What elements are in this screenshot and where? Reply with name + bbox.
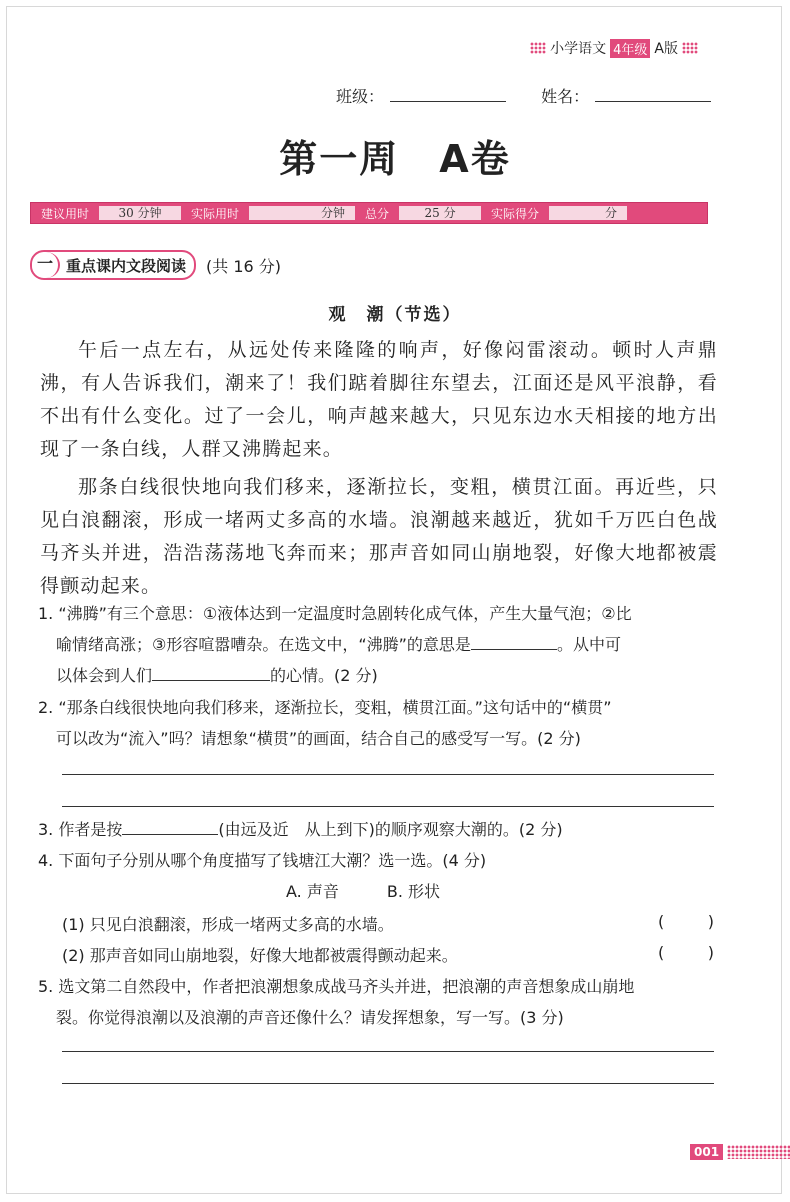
- question-2: [38, 692, 728, 754]
- q5-answer-line[interactable]: [62, 1051, 714, 1052]
- actual-score-field[interactable]: [549, 206, 627, 220]
- q5-line1: 5. 选文第二自然段中，作者把浪潮想象成战马齐头并进，把浪潮的声音想象成山崩地: [38, 977, 635, 996]
- dots-decoration-icon: [682, 42, 698, 54]
- section-box: [30, 250, 196, 280]
- section-score: (共 16 分): [206, 256, 282, 276]
- section-name: 重点课内文段阅读: [66, 256, 187, 275]
- class-field[interactable]: [390, 87, 506, 102]
- actual-time-field[interactable]: [249, 206, 355, 220]
- q4-answer-paren[interactable]: ( ): [658, 943, 714, 962]
- q1-line3: [38, 660, 728, 691]
- q2-answer-line[interactable]: [62, 774, 714, 775]
- total-score-label: 总分: [365, 206, 390, 221]
- q1-line2-end: 。从中可: [556, 635, 621, 654]
- name-field[interactable]: [595, 87, 711, 102]
- q1-line2-text: 喻情绪高涨；③形容喧嚣嘈杂。在选文中，“沸腾”的意思是: [56, 635, 471, 654]
- q4-item-text: (1) 只见白浪翻滚，形成一堵两丈多高的水墙。: [62, 915, 394, 934]
- q4-item-text: (2) 那声音如同山崩地裂，好像大地都被震得颤动起来。: [62, 946, 458, 965]
- passage-paragraph: 午后一点左右，从远处传来隆隆的响声，好像闷雷滚动。顿时人声鼎沸，有人告诉我们，潮来了！我们踮着脚往东望去，江面还是风平浪静，看不出有什么变化。过了一会儿，响声越来越大，只见东边水天相接的地方出现了一条白线，人群又沸腾起来。: [40, 339, 718, 460]
- q4-answer-paren[interactable]: ( ): [658, 912, 714, 931]
- q4-stem: 4. 下面句子分别从哪个角度描写了钱塘江大潮？选一选。(4 分): [38, 851, 487, 870]
- subject-label: 小学语文: [550, 41, 607, 57]
- section-heading: [30, 250, 281, 280]
- student-info: [336, 84, 741, 107]
- question-4: [38, 845, 728, 907]
- suggest-time-label: 建议用时: [41, 206, 90, 221]
- q2-line2: 可以改为“流入”吗？请想象“横贯”的画面，结合自己的感受写一写。(2 分): [56, 729, 581, 748]
- actual-time-unit: 分钟: [321, 206, 346, 220]
- suggest-time-value: 30 分钟: [99, 206, 181, 220]
- q1-line2: [38, 629, 728, 660]
- q3-suffix: (由远及近 从上到下)的顺序观察大潮的。(2 分): [218, 820, 563, 839]
- class-label: 班级：: [336, 87, 385, 106]
- passage: [40, 334, 718, 608]
- passage-title: 观 潮（节选）: [328, 305, 462, 325]
- total-score-value: 25 分: [399, 206, 481, 220]
- name-label: 姓名：: [541, 87, 590, 106]
- q1-blank-1[interactable]: [471, 633, 557, 650]
- dots-decoration-icon: [727, 1145, 790, 1159]
- time-score-bar: [30, 202, 708, 224]
- q4-options: A. 声音 B. 形状: [286, 882, 440, 901]
- q3-blank[interactable]: [122, 818, 218, 835]
- dots-decoration-icon: [530, 42, 546, 54]
- q5-line2: 裂。你觉得浪潮以及浪潮的声音还像什么？请发挥想象，写一写。(3 分): [56, 1008, 564, 1027]
- edition-label: A版: [654, 41, 678, 57]
- header-tag: [526, 38, 702, 58]
- q5-answer-line[interactable]: [62, 1083, 714, 1084]
- q2-answer-line[interactable]: [62, 806, 714, 807]
- grade-badge: 4年级: [610, 39, 650, 58]
- q3-prefix: 3. 作者是按: [38, 820, 123, 839]
- actual-score-unit: 分: [605, 206, 618, 220]
- section-number: 一: [32, 252, 60, 278]
- page-footer: [690, 1144, 790, 1160]
- question-5: [38, 971, 728, 1033]
- q1-line1: 1. “沸腾”有三个意思：①液体达到一定温度时急剧转化成气体，产生大量气泡；②比: [38, 604, 632, 623]
- q4-item-1: [62, 912, 714, 935]
- page-number: 001: [690, 1144, 723, 1160]
- actual-score-label: 实际得分: [491, 206, 540, 221]
- q4-item-2: [62, 943, 714, 966]
- q1-line3-end: 的心情。(2 分): [270, 666, 378, 685]
- q2-line1: 2. “那条白线很快地向我们移来，逐渐拉长，变粗，横贯江面。”这句话中的“横贯”: [38, 698, 612, 717]
- q1-blank-2[interactable]: [152, 664, 270, 681]
- q1-line3-text: 以体会到人们: [56, 666, 153, 685]
- page-title: 第一周 A卷: [279, 137, 511, 181]
- actual-time-label: 实际用时: [191, 206, 240, 221]
- passage-paragraph: 那条白线很快地向我们移来，逐渐拉长，变粗，横贯江面。再近些，只见白浪翻滚，形成一堵两丈多高的水墙。浪潮越来越近，犹如千万匹白色战马齐头并进，浩浩荡荡地飞奔而来；那声音如同山崩地裂，好像大地都被震得颤动起来。: [40, 476, 718, 597]
- question-1: [38, 598, 728, 691]
- question-3: [38, 814, 728, 845]
